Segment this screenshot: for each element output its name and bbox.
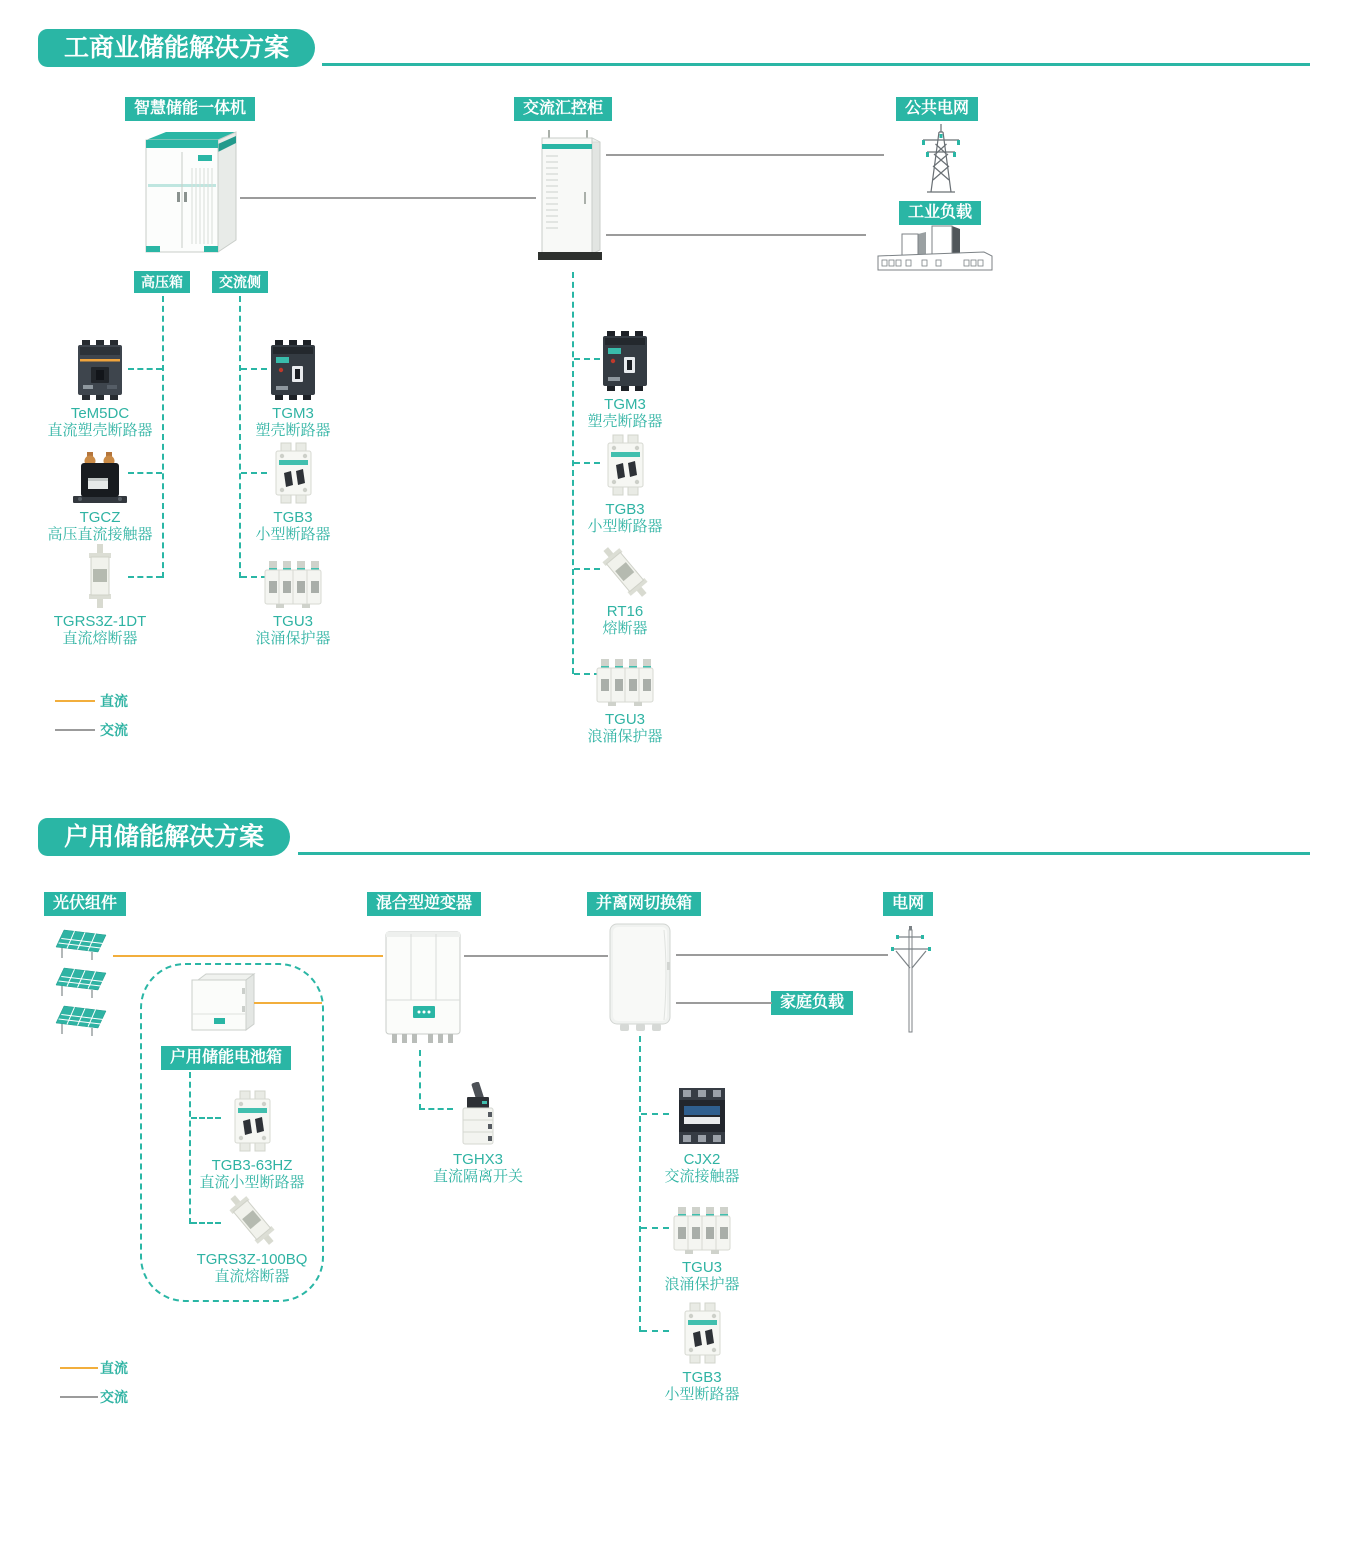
product-desc: 直流隔离开关 xyxy=(432,1168,523,1185)
mcb-breaker-image xyxy=(218,438,368,504)
product-desc: 浪涌保护器 xyxy=(587,728,663,745)
dc-fuse-image xyxy=(25,542,175,608)
legend-dc-line xyxy=(55,700,95,702)
inverter-label: 混合型逆变器 xyxy=(367,892,481,916)
surge-protector-image xyxy=(627,1188,777,1254)
product-tgrs3z-100bq xyxy=(177,1180,327,1285)
ac-contactor-image xyxy=(627,1080,777,1146)
ess-unit-image xyxy=(140,128,240,262)
product-rt16 xyxy=(550,532,700,637)
mccb-breaker-image xyxy=(550,325,700,391)
product-desc: 塑壳断路器 xyxy=(255,422,331,439)
solar-panel-icon xyxy=(52,1004,110,1038)
dc-line-pv-to-inverter xyxy=(113,955,383,957)
product-tgm3-acside xyxy=(218,334,368,439)
dc-fuse-image xyxy=(177,1180,327,1246)
product-name: TGRS3Z-1DT xyxy=(53,613,147,630)
product-name: CJX2 xyxy=(683,1151,721,1168)
product-tgm3-cabinet xyxy=(550,325,700,430)
product-desc: 直流小型断路器 xyxy=(199,1174,305,1191)
public-grid-label: 公共电网 xyxy=(896,97,978,121)
mcb-breaker-image xyxy=(550,430,700,496)
product-tgb3-acside xyxy=(218,438,368,543)
product-tghx3 xyxy=(403,1080,553,1185)
legend-ac-label: 交流 xyxy=(100,722,128,738)
ac-line-switch-to-grid xyxy=(676,954,888,956)
grid-label: 电网 xyxy=(883,892,933,916)
product-desc: 小型断路器 xyxy=(255,526,331,543)
ac-side-label: 交流侧 xyxy=(212,271,268,293)
solar-panel-icon xyxy=(52,928,110,962)
product-name: TGU3 xyxy=(604,711,645,728)
product-desc: 高压直流接触器 xyxy=(47,526,153,543)
ess-unit-label: 智慧储能一体机 xyxy=(125,97,255,121)
pv-module-label: 光伏组件 xyxy=(44,892,126,916)
product-desc: 熔断器 xyxy=(602,620,648,637)
product-desc: 交流接触器 xyxy=(664,1168,740,1185)
ac-line-cabinet-to-grid xyxy=(606,154,884,156)
product-name: TGU3 xyxy=(272,613,313,630)
utility-pole-icon xyxy=(888,924,936,1036)
product-name: TGB3-63HZ xyxy=(211,1157,293,1174)
legend-ac-line xyxy=(60,1396,98,1398)
legend-dc-line xyxy=(60,1367,98,1369)
product-desc: 塑壳断路器 xyxy=(587,413,663,430)
ac-line-cabinet-to-load xyxy=(606,234,866,236)
hv-box-label: 高压箱 xyxy=(134,271,190,293)
dc-contactor-image xyxy=(25,438,175,504)
product-desc: 小型断路器 xyxy=(664,1386,740,1403)
product-desc: 小型断路器 xyxy=(587,518,663,535)
product-cjx2 xyxy=(627,1080,777,1185)
product-name: TGM3 xyxy=(604,396,646,413)
product-desc: 直流塑壳断路器 xyxy=(47,422,153,439)
ac-cabinet-image xyxy=(534,128,606,264)
industrial-load-label: 工业负载 xyxy=(899,201,981,225)
product-name: TGHX3 xyxy=(452,1151,503,1168)
switch-box-label: 并离网切换箱 xyxy=(587,892,701,916)
section1-title: 工商业储能解决方案 xyxy=(38,29,315,67)
mcb-breaker-image xyxy=(177,1086,327,1152)
dc-isolator-image xyxy=(403,1080,553,1146)
product-name: TGB3 xyxy=(273,509,313,526)
fuse-image xyxy=(550,532,700,598)
product-desc: 直流熔断器 xyxy=(214,1268,290,1285)
switch-box-image xyxy=(606,922,674,1034)
product-name: TGCZ xyxy=(79,509,121,526)
ac-line-switch-to-load xyxy=(676,1002,772,1004)
battery-box-label: 户用储能电池箱 xyxy=(161,1046,291,1070)
product-tgu3-cabinet xyxy=(550,640,700,745)
factory-building-icon xyxy=(876,224,994,274)
mccb-breaker-image xyxy=(25,334,175,400)
product-name: RT16 xyxy=(606,603,644,620)
product-tgu3-switch xyxy=(627,1188,777,1293)
product-tgb3-switch xyxy=(627,1298,777,1403)
product-tgb3-63hz xyxy=(177,1086,327,1191)
section2-title: 户用储能解决方案 xyxy=(38,818,290,856)
mcb-breaker-image xyxy=(627,1298,777,1364)
surge-protector-image xyxy=(218,542,368,608)
product-name: TeM5DC xyxy=(70,405,130,422)
legend-dc-label: 直流 xyxy=(100,693,128,709)
mccb-breaker-image xyxy=(218,334,368,400)
ac-line-ess-to-cabinet xyxy=(240,197,536,199)
surge-protector-image xyxy=(550,640,700,706)
product-tgu3-acside xyxy=(218,542,368,647)
transmission-tower-icon xyxy=(901,122,981,194)
product-name: TGM3 xyxy=(272,405,314,422)
legend-ac-label: 交流 xyxy=(100,1389,128,1405)
product-tgcz xyxy=(25,438,175,543)
solar-panel-icon xyxy=(52,966,110,1000)
section2-title-underline xyxy=(298,852,1310,855)
legend-dc-label: 直流 xyxy=(100,1360,128,1376)
product-name: TGB3 xyxy=(682,1369,722,1386)
product-desc: 浪涌保护器 xyxy=(255,630,331,647)
product-tgb3-cabinet xyxy=(550,430,700,535)
product-tgrs3z-1dt xyxy=(25,542,175,647)
product-name: TGRS3Z-100BQ xyxy=(196,1251,308,1268)
product-name: TGU3 xyxy=(681,1259,722,1276)
legend-ac-line xyxy=(55,729,95,731)
product-desc: 直流熔断器 xyxy=(62,630,138,647)
product-tem5dc xyxy=(25,334,175,439)
section1-title-underline xyxy=(322,63,1310,66)
ac-cabinet-label: 交流汇控柜 xyxy=(514,97,612,121)
inverter-image xyxy=(382,928,464,1048)
product-name: TGB3 xyxy=(605,501,645,518)
ac-line-inverter-to-switch xyxy=(464,955,608,957)
product-desc: 浪涌保护器 xyxy=(664,1276,740,1293)
home-load-label: 家庭负载 xyxy=(771,991,853,1015)
